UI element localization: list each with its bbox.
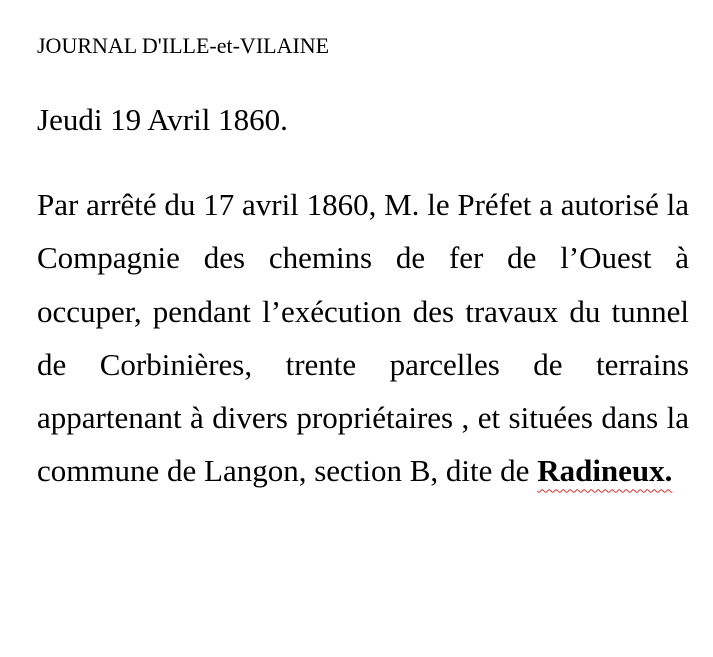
document-page bbox=[37, 28, 689, 498]
newspaper-masthead: JOURNAL D'ILLE-et-VILAINE bbox=[37, 33, 330, 58]
article-paragraph bbox=[37, 178, 689, 498]
article-paragraph-text: Par arrêté du 17 avril 1860, M. le Préfet a autorisé la Compagnie des chemins de fer de l’Ouest à occuper, pendant l’exécution des travaux du tunnel de Corbinières, trente parcelles de terrains appartenant à divers propriétaires , et situées dans la commune de Langon, section B, dite de bbox=[37, 187, 689, 489]
article-date: Jeudi 19 Avril 1860. bbox=[37, 102, 288, 137]
place-name-bold: Radineux. bbox=[537, 453, 673, 489]
